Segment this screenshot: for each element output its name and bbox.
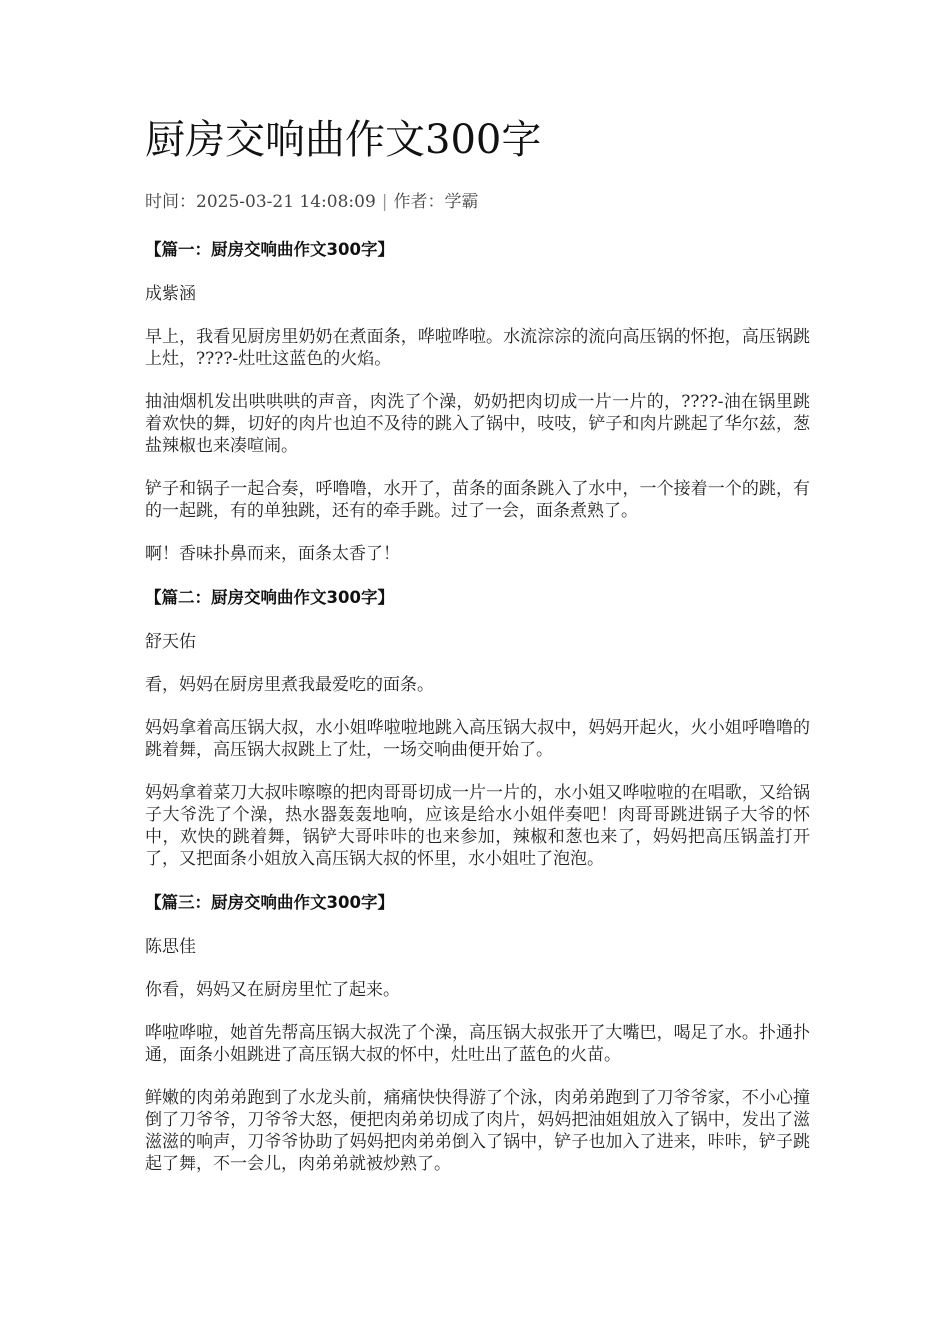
section-3	[145, 891, 810, 1175]
section-2	[145, 586, 810, 870]
paragraph: 抽油烟机发出哄哄哄的声音，肉洗了个澡，奶奶把肉切成一片一片的，????-油在锅里跳着欢快的舞，切好的肉片也迫不及待的跳入了锅中，吱吱，铲子和肉片跳起了华尔兹，葱盐辣椒也来凑喧闹。	[145, 392, 810, 456]
author: 作者：学霸	[393, 192, 479, 212]
section-heading: 【篇三：厨房交响曲作文300字】	[145, 893, 394, 912]
section-1	[145, 238, 810, 565]
section-heading: 【篇一：厨房交响曲作文300字】	[145, 240, 394, 259]
paragraph: 鲜嫩的肉弟弟跑到了水龙头前，痛痛快快得游了个泳，肉弟弟跑到了刀爷爷家，不小心撞倒了刀爷爷，刀爷爷大怒，便把肉弟弟切成了肉片，妈妈把油姐姐放入了锅中，发出了滋滋滋的响声，刀爷爷协助了妈妈把肉弟弟倒入了锅中，铲子也加入了进来，咔咔，铲子跳起了舞，不一会儿，肉弟弟就被炒熟了。	[145, 1088, 810, 1174]
section-heading: 【篇二：厨房交响曲作文300字】	[145, 588, 394, 607]
article-meta	[145, 190, 810, 214]
paragraph: 看，妈妈在厨房里煮我最爱吃的面条。	[145, 675, 434, 695]
paragraph: 妈妈拿着菜刀大叔咔嚓嚓的把肉哥哥切成一片一片的，水小姐又哗啦啦的在唱歌，又给锅子大爷洗了个澡，热水器轰轰地响，应该是给水小姐伴奏吧！肉哥哥跳进锅子大爷的怀中，欢快的跳着舞，锅铲大哥咔咔的也来参加，辣椒和葱也来了，妈妈把高压锅盖打开了，又把面条小姐放入高压锅大叔的怀里，水小姐吐了泡泡。	[145, 783, 810, 869]
article	[145, 112, 810, 1196]
paragraph: 铲子和锅子一起合奏，呼噜噜，水开了，苗条的面条跳入了水中，一个接着一个的跳，有的一起跳，有的单独跳，还有的牵手跳。过了一会，面条煮熟了。	[145, 479, 810, 521]
meta-separator: |	[381, 192, 388, 212]
publish-time: 时间：2025-03-21 14:08:09	[145, 192, 376, 212]
paragraph: 哗啦哗啦，她首先帮高压锅大叔洗了个澡，高压锅大叔张开了大嘴巴，喝足了水。扑通扑通，面条小姐跳进了高压锅大叔的怀中，灶吐出了蓝色的火苗。	[145, 1023, 810, 1065]
paragraph: 早上，我看见厨房里奶奶在煮面条，哗啦哗啦。水流淙淙的流向高压锅的怀抱，高压锅跳上灶，????-灶吐这蓝色的火焰。	[145, 327, 810, 369]
section-author: 陈思佳	[145, 937, 196, 957]
section-author: 舒天佑	[145, 632, 196, 652]
paragraph: 妈妈拿着高压锅大叔，水小姐哗啦啦地跳入高压锅大叔中，妈妈开起火，火小姐呼噜噜的跳着舞，高压锅大叔跳上了灶，一场交响曲便开始了。	[145, 718, 810, 760]
paragraph: 你看，妈妈又在厨房里忙了起来。	[145, 980, 400, 1000]
paragraph: 啊！香味扑鼻而来，面条太香了！	[145, 544, 400, 564]
section-author: 成紫涵	[145, 284, 196, 304]
page-title: 厨房交响曲作文300字	[145, 117, 542, 163]
